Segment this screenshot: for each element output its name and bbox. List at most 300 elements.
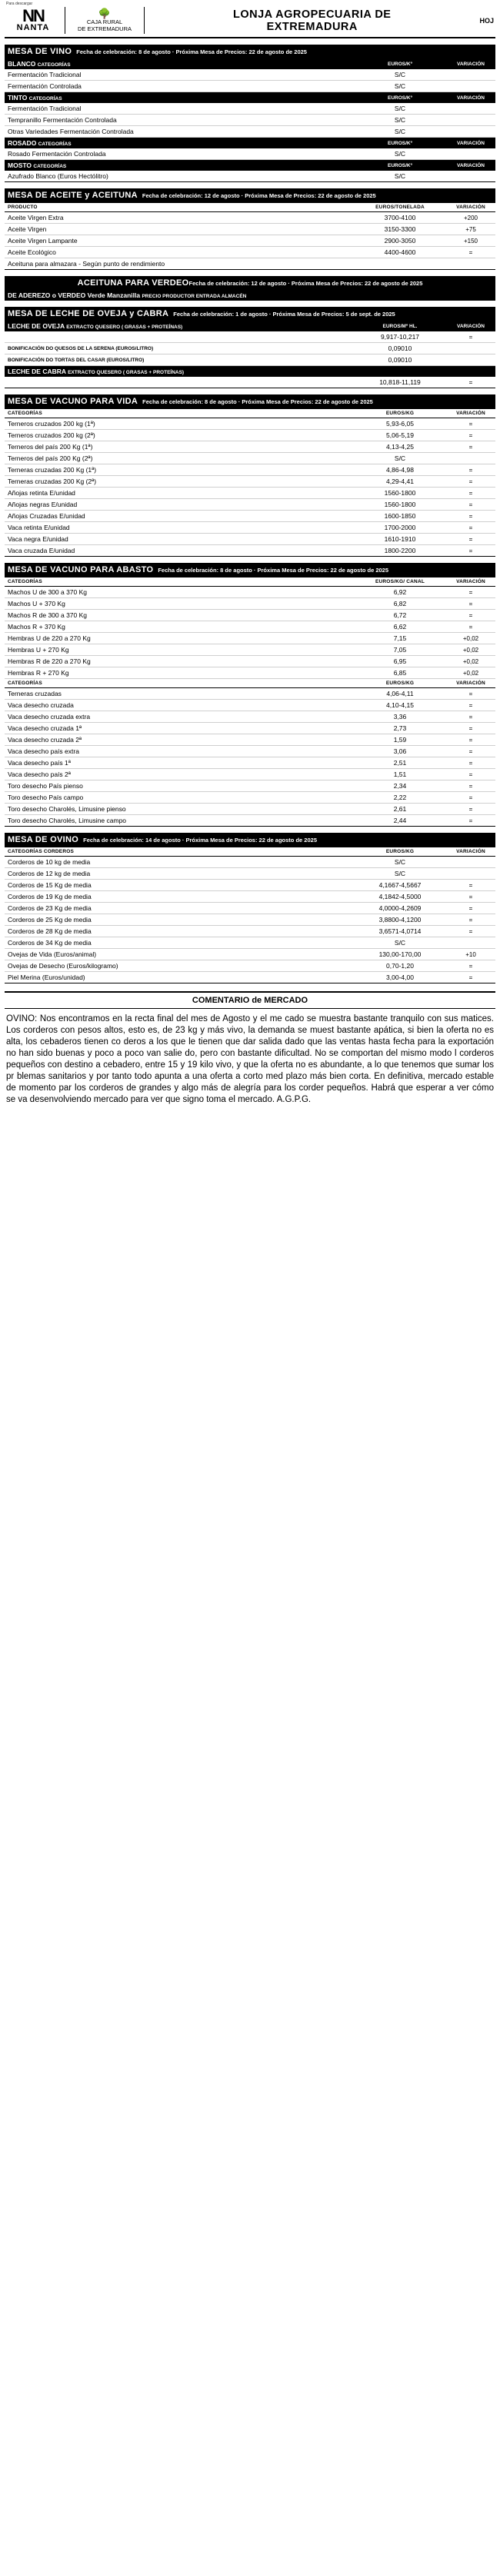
table-row	[5, 354, 495, 366]
row-category: Toro desecho Charolés, Limusine campo	[5, 815, 354, 827]
subheader-title: BLANCO CATEGORÍAS	[5, 58, 354, 69]
row-variation: =	[446, 914, 495, 926]
row-variation: =	[446, 488, 495, 499]
row-variation: =	[446, 511, 495, 522]
row-value: S/C	[354, 103, 446, 115]
subheader-unit: EUROS/Mº HL.	[354, 321, 446, 331]
table-row	[5, 610, 495, 621]
section-meta: Fecha de celebración: 14 de agosto · Próxima Mesa de Precios: 22 de agosto de 2025	[83, 837, 317, 844]
subheader-title: MOSTO CATEGORÍAS	[5, 160, 354, 171]
row-variation	[446, 343, 495, 354]
table-row	[5, 667, 495, 679]
row-category: Toro desecho País pienso	[5, 780, 354, 792]
row-value: 0,09010	[354, 354, 446, 366]
row-category: Terneros del país 200 Kg (1ª)	[5, 441, 354, 453]
row-variation: =	[446, 700, 495, 711]
section-band	[5, 307, 495, 321]
section-band	[5, 188, 495, 202]
table-row	[5, 914, 495, 926]
row-variation: +75	[446, 224, 495, 235]
row-category: Otras Variedades Fermentación Controlada	[5, 126, 354, 138]
row-value: 2,51	[354, 757, 446, 769]
table-row	[5, 464, 495, 476]
row-category: Terneros cruzados 200 kg (1ª)	[5, 418, 354, 430]
row-value: 2,34	[354, 780, 446, 792]
row-variation: +0,02	[446, 656, 495, 667]
row-value: S/C	[354, 171, 446, 182]
row-variation	[446, 126, 495, 138]
row-category: Vaca desecho país 1ª	[5, 757, 354, 769]
table-row	[5, 723, 495, 734]
table-row	[5, 115, 495, 126]
row-variation: +0,02	[446, 667, 495, 679]
row-category: Fermentación Tradicional	[5, 69, 354, 81]
col-category: CATEGORÍAS	[5, 577, 354, 587]
table-column-header	[5, 577, 495, 587]
row-category: Ovejas de Vida (Euros/animal)	[5, 949, 354, 960]
table-row	[5, 522, 495, 534]
table-row	[5, 644, 495, 656]
subheader-variation: VARIACIÓN	[446, 138, 495, 149]
row-category: Aceite Virgen Lampante	[5, 235, 354, 247]
row-value: 6,85	[354, 667, 446, 679]
row-category: Corderos de 25 Kg de media	[5, 914, 354, 926]
row-value: 1610-1910	[354, 534, 446, 545]
row-category: Terneras cruzadas 200 Kg (1ª)	[5, 464, 354, 476]
row-value: 0,09010	[354, 343, 446, 354]
row-value: S/C	[354, 148, 446, 160]
nanta-logo-word: NANTA	[16, 22, 50, 32]
row-variation	[446, 81, 495, 92]
table-row	[5, 734, 495, 746]
table-row	[5, 757, 495, 769]
row-variation: =	[446, 331, 495, 343]
row-variation: =	[446, 711, 495, 723]
col-unit: EUROS/TONELADA	[354, 203, 446, 212]
row-value: 5,06-5,19	[354, 430, 446, 441]
row-category: Añojas Cruzadas E/unidad	[5, 511, 354, 522]
row-value: S/C	[354, 868, 446, 880]
row-variation: =	[446, 792, 495, 804]
row-variation: +10	[446, 949, 495, 960]
row-category: Hembras U + 270 Kg	[5, 644, 354, 656]
subheader-title: ROSADO CATEGORÍAS	[5, 138, 354, 149]
row-variation	[446, 937, 495, 949]
table-subheader	[5, 92, 495, 104]
row-variation: =	[446, 247, 495, 258]
row-variation	[446, 103, 495, 115]
row-variation: =	[446, 441, 495, 453]
section-meta: Fecha de celebración: 12 de agosto · Próxima Mesa de Precios: 22 de agosto de 2025	[188, 280, 423, 287]
row-category: Vaca negra E/unidad	[5, 534, 354, 545]
row-category: Corderos de 15 Kg de media	[5, 880, 354, 891]
table-column-header	[5, 847, 495, 857]
row-category: Hembras R de 220 a 270 Kg	[5, 656, 354, 667]
subheader-variation: VARIACIÓN	[446, 321, 495, 331]
row-value: 6,92	[354, 587, 446, 598]
row-category: Toro desecho País campo	[5, 792, 354, 804]
col-unit: EUROS/KG	[354, 409, 446, 418]
row-variation: =	[446, 926, 495, 937]
page-title-line2: EXTREMADURA	[266, 20, 358, 33]
table-row	[5, 258, 495, 270]
section-table	[5, 408, 495, 557]
row-value: 4,13-4,25	[354, 441, 446, 453]
row-value: 4,10-4,15	[354, 700, 446, 711]
subheader-unit: EUROS/Kº	[354, 138, 446, 149]
section-table	[5, 290, 495, 301]
row-category: Corderos de 12 kg de media	[5, 868, 354, 880]
section-table	[5, 847, 495, 983]
row-value: 4,0000-4,2609	[354, 903, 446, 914]
col-unit: EUROS/KG	[354, 847, 446, 857]
table-row	[5, 868, 495, 880]
table-row	[5, 212, 495, 224]
row-value: 3,8800-4,1200	[354, 914, 446, 926]
row-category: Vaca cruzada E/unidad	[5, 545, 354, 557]
row-variation: =	[446, 757, 495, 769]
row-category: Corderos de 23 Kg de media	[5, 903, 354, 914]
row-category: Vaca desecho cruzada extra	[5, 711, 354, 723]
row-value: 6,62	[354, 621, 446, 633]
comentario-text: OVINO: Nos encontramos en la recta final del mes de Agosto y el me cado se muestra bastante tranquilo con sus matices. Los corderos con pesos altos, esto es, de 23 kg y más vivo, la demanda se muest bastante apática, si bien la oferta no es alta, los cebaderos tienen co deros a los que le tienen que dar salida dado que las ventas hasta fecha para la exportación no han sido buenas y poco a poco van salie do, pero con bastante dificultad. No se comportan del mismo modo l corderos pequeños con destino a cebadero, entre 15 y 19 kilo vivo, y que la oferta no es abundante, a lo que tenemos que sumar los pr blemas sanitarios y por tanto todo apunta a una oferta a corto med plazo más bien corta. En definitiva, mercado estable de momento par los corderos de grandes y algo más de alegría para los corder pequeños. Habrá que esperar a ver cómo se va desenvolviendo mercado para ver que signo toma el mercado. A.G.P.G.	[6, 1014, 494, 1104]
table-column-header	[5, 409, 495, 418]
table-row	[5, 488, 495, 499]
row-variation: =	[446, 746, 495, 757]
page-title	[145, 8, 479, 33]
table-row	[5, 937, 495, 949]
row-value: 10,818-11,119	[354, 377, 446, 388]
row-category: Corderos de 34 Kg de media	[5, 937, 354, 949]
table-row	[5, 656, 495, 667]
table-row	[5, 621, 495, 633]
row-value: 6,95	[354, 656, 446, 667]
row-category: BONIFICACIÓN DO TORTAS DEL CASAR (EUROS/LITRO)	[5, 354, 354, 366]
table-row	[5, 804, 495, 815]
row-category: Aceite Ecológico	[5, 247, 354, 258]
row-value: 1,51	[354, 769, 446, 780]
row-variation	[446, 69, 495, 81]
row-value: 4,86-4,98	[354, 464, 446, 476]
row-category: Terneros del país 200 Kg (2ª)	[5, 453, 354, 464]
row-category: Vaca desecho país extra	[5, 746, 354, 757]
section-title: MESA DE VACUNO PARA ABASTO	[8, 565, 154, 574]
row-variation: +0,02	[446, 644, 495, 656]
table-row	[5, 711, 495, 723]
row-value: S/C	[354, 115, 446, 126]
row-category: Toro desecho Charolés, Limusine pienso	[5, 804, 354, 815]
comentario-title: COMENTARIO de MERCADO	[5, 991, 495, 1009]
row-value: 3,6571-4,0714	[354, 926, 446, 937]
table-subheader	[5, 366, 495, 378]
row-category: Corderos de 10 kg de media	[5, 857, 354, 868]
row-variation: =	[446, 534, 495, 545]
row-variation: +150	[446, 235, 495, 247]
row-value: 3,00-4,00	[354, 972, 446, 983]
row-value: 2900-3050	[354, 235, 446, 247]
subheader-title: LECHE DE CABRA EXTRACTO QUESERO ( GRASAS + PROTEÍNAS)	[5, 366, 354, 378]
row-variation	[446, 171, 495, 182]
row-value: 4400-4600	[354, 247, 446, 258]
row-category: Aceituna para almazara - Según punto de rendimiento	[5, 258, 354, 270]
row-category: Añojas retinta E/unidad	[5, 488, 354, 499]
subheader-variation	[446, 366, 495, 378]
row-variation: +0,02	[446, 633, 495, 644]
row-variation	[446, 115, 495, 126]
table-row	[5, 972, 495, 983]
subheader-unit: EUROS/Kº	[354, 160, 446, 171]
subheader-variation: VARIACIÓN	[446, 160, 495, 171]
row-value: 3150-3300	[354, 224, 446, 235]
section-title: ACEITUNA PARA VERDEO	[77, 278, 189, 288]
row-value: 1600-1850	[354, 511, 446, 522]
row-value: S/C	[354, 937, 446, 949]
row-variation: =	[446, 499, 495, 511]
row-category: Terneras cruzadas 200 Kg (2ª)	[5, 476, 354, 488]
section-band	[5, 563, 495, 577]
section-table	[5, 321, 495, 388]
col-variation: VARIACIÓN	[446, 847, 495, 857]
row-category: Rosado Fermentación Controlada	[5, 148, 354, 160]
table-subheader	[5, 321, 495, 331]
row-category: Machos U + 370 Kg	[5, 598, 354, 610]
row-variation: =	[446, 780, 495, 792]
row-category: Machos U de 300 a 370 Kg	[5, 587, 354, 598]
table-subheader	[5, 58, 495, 69]
row-category: Terneros cruzados 200 kg (2ª)	[5, 430, 354, 441]
section-meta: Fecha de celebración: 8 de agosto · Próxima Mesa de Precios: 22 de agosto de 2025	[142, 398, 373, 405]
section-title: MESA DE LECHE DE OVEJA y CABRA	[8, 309, 169, 318]
section-title: MESA DE ACEITE y ACEITUNA	[8, 191, 138, 200]
row-category: Terneras cruzadas	[5, 688, 354, 700]
table-row	[5, 69, 495, 81]
row-category: Fermentación Tradicional	[5, 103, 354, 115]
row-variation	[446, 868, 495, 880]
row-value: 2,44	[354, 815, 446, 827]
section-meta: Fecha de celebración: 8 de agosto · Próxima Mesa de Precios: 22 de agosto de 2025	[158, 567, 389, 574]
row-value: S/C	[354, 126, 446, 138]
row-value: 7,15	[354, 633, 446, 644]
table-row	[5, 224, 495, 235]
row-value: 1560-1800	[354, 488, 446, 499]
row-variation: =	[446, 418, 495, 430]
row-category: Machos R + 370 Kg	[5, 621, 354, 633]
row-variation: =	[446, 903, 495, 914]
table-row	[5, 746, 495, 757]
row-value: 1,59	[354, 734, 446, 746]
row-variation: =	[446, 880, 495, 891]
lonja-report-page	[0, 0, 500, 1113]
table-row	[5, 441, 495, 453]
subheader-unit: EUROS/Kº	[354, 58, 446, 69]
table-row	[5, 247, 495, 258]
row-value: 7,05	[354, 644, 446, 656]
section-band	[5, 394, 495, 408]
row-variation: =	[446, 960, 495, 972]
row-value: 130,00-170,00	[354, 949, 446, 960]
row-variation	[446, 857, 495, 868]
table-row	[5, 633, 495, 644]
table-row	[5, 545, 495, 557]
row-category: Fermentación Controlada	[5, 81, 354, 92]
row-value: S/C	[354, 81, 446, 92]
col-unit: EUROS/KG/ CANAL	[354, 577, 446, 587]
col-category: CATEGORÍAS	[5, 409, 354, 418]
table-row	[5, 960, 495, 972]
row-category: Aceite Virgen	[5, 224, 354, 235]
table-row	[5, 453, 495, 464]
section-table	[5, 58, 495, 182]
row-variation: =	[446, 522, 495, 534]
row-variation: =	[446, 804, 495, 815]
row-variation: +200	[446, 212, 495, 224]
caja-rural-logo	[65, 7, 145, 34]
row-category: Ovejas de Desecho (Euros/kilogramo)	[5, 960, 354, 972]
row-variation: =	[446, 972, 495, 983]
row-value: 4,1667-4,5667	[354, 880, 446, 891]
row-value: 5,93-6,05	[354, 418, 446, 430]
caja-rural-line2: DE EXTREMADURA	[77, 25, 132, 32]
table-row	[5, 880, 495, 891]
row-category: Vaca desecho cruzada 2ª	[5, 734, 354, 746]
row-variation	[446, 258, 495, 270]
table-row	[5, 598, 495, 610]
row-variation: =	[446, 723, 495, 734]
section-meta: Fecha de celebración: 8 de agosto · Próxima Mesa de Precios: 22 de agosto de 2025	[76, 48, 307, 55]
table-row	[5, 903, 495, 914]
row-category: Tempranillo Fermentación Controlada	[5, 115, 354, 126]
row-category: Hembras R + 270 Kg	[5, 667, 354, 679]
row-variation: =	[446, 610, 495, 621]
table-column-header	[5, 203, 495, 212]
row-variation: =	[446, 377, 495, 388]
table-row	[5, 235, 495, 247]
table-column-header	[5, 679, 495, 688]
row-value: S/C	[354, 857, 446, 868]
col-variation: VARIACIÓN	[446, 577, 495, 587]
table-row	[5, 499, 495, 511]
row-variation: =	[446, 815, 495, 827]
row-value: 0,70-1,20	[354, 960, 446, 972]
row-category: BONIFICACIÓN DO QUESOS DE LA SERENA (EUROS/LITRO)	[5, 343, 354, 354]
row-value: 2,73	[354, 723, 446, 734]
table-row	[5, 343, 495, 354]
table-row	[5, 688, 495, 700]
row-value: 1560-1800	[354, 499, 446, 511]
subheader-variation	[446, 290, 495, 301]
table-row	[5, 700, 495, 711]
subheader-unit	[354, 290, 446, 301]
table-row	[5, 511, 495, 522]
row-value: 3,36	[354, 711, 446, 723]
row-variation	[446, 148, 495, 160]
row-category: Vaca desecho país 2ª	[5, 769, 354, 780]
table-row	[5, 126, 495, 138]
table-row	[5, 148, 495, 160]
nanta-logo	[5, 5, 65, 32]
row-category: Aceite Virgen Extra	[5, 212, 354, 224]
section-table	[5, 577, 495, 827]
table-row	[5, 926, 495, 937]
row-value: 6,72	[354, 610, 446, 621]
table-subheader	[5, 138, 495, 149]
table-row	[5, 792, 495, 804]
table-row	[5, 857, 495, 868]
section-table	[5, 202, 495, 270]
table-row	[5, 81, 495, 92]
subheader-title: LECHE DE OVEJA EXTRACTO QUESERO ( GRASAS + PROTEÍNAS)	[5, 321, 354, 331]
top-note: Para descargar	[6, 2, 33, 6]
col-unit: EUROS/KG	[354, 679, 446, 688]
row-variation	[446, 354, 495, 366]
row-category: Vaca retinta E/unidad	[5, 522, 354, 534]
subheader-unit	[354, 366, 446, 378]
page-header	[5, 7, 495, 38]
row-value: 2,22	[354, 792, 446, 804]
row-variation: =	[446, 621, 495, 633]
table-row	[5, 103, 495, 115]
row-variation: =	[446, 430, 495, 441]
section-meta: Fecha de celebración: 12 de agosto · Próxima Mesa de Precios: 22 de agosto de 2025	[142, 192, 376, 199]
row-variation: =	[446, 598, 495, 610]
caja-rural-line1: CAJA RURAL	[86, 18, 123, 25]
table-row	[5, 331, 495, 343]
table-row	[5, 587, 495, 598]
row-category: Vaca desecho cruzada 1ª	[5, 723, 354, 734]
subheader-unit: EUROS/Kº	[354, 92, 446, 104]
nanta-logo-mark: NN	[22, 5, 44, 25]
col-category: CATEGORÍAS CORDEROS	[5, 847, 354, 857]
row-value	[354, 258, 446, 270]
row-variation: =	[446, 734, 495, 746]
row-variation: =	[446, 476, 495, 488]
row-category: Machos R de 300 a 370 Kg	[5, 610, 354, 621]
col-category: PRODUCTO	[5, 203, 354, 212]
col-variation: VARIACIÓN	[446, 203, 495, 212]
section-meta: Fecha de celebración: 1 de agosto · Próxima Mesa de Precios: 5 de sept. de 2025	[173, 311, 395, 318]
subheader-variation: VARIACIÓN	[446, 92, 495, 104]
col-variation: VARIACIÓN	[446, 409, 495, 418]
table-subheader	[5, 160, 495, 171]
table-row	[5, 476, 495, 488]
row-value: 4,29-4,41	[354, 476, 446, 488]
row-variation: =	[446, 769, 495, 780]
section-band	[5, 276, 495, 290]
subheader-title: DE ADEREZO o VERDEO Verde Manzanilla PRECIO PRODUCTOR ENTRADA ALMACÉN	[5, 290, 354, 301]
page-title-line1: LONJA AGROPECUARIA DE	[233, 8, 392, 21]
col-variation: VARIACIÓN	[446, 679, 495, 688]
tree-icon: 🌳	[98, 8, 112, 19]
row-variation: =	[446, 587, 495, 598]
section-band	[5, 45, 495, 58]
row-value: S/C	[354, 69, 446, 81]
table-row	[5, 949, 495, 960]
table-row	[5, 377, 495, 388]
row-value: S/C	[354, 453, 446, 464]
section-title: MESA DE OVINO	[8, 835, 79, 844]
table-row	[5, 430, 495, 441]
section-title: MESA DE VINO	[8, 47, 72, 56]
sections-container	[5, 45, 495, 983]
section-band	[5, 833, 495, 847]
row-value: 4,1842-4,5000	[354, 891, 446, 903]
section-title: MESA DE VACUNO PARA VIDA	[8, 397, 138, 406]
row-value: 9,917-10,217	[354, 331, 446, 343]
table-subheader	[5, 290, 495, 301]
row-variation: =	[446, 545, 495, 557]
row-value: 3,06	[354, 746, 446, 757]
row-variation: =	[446, 688, 495, 700]
